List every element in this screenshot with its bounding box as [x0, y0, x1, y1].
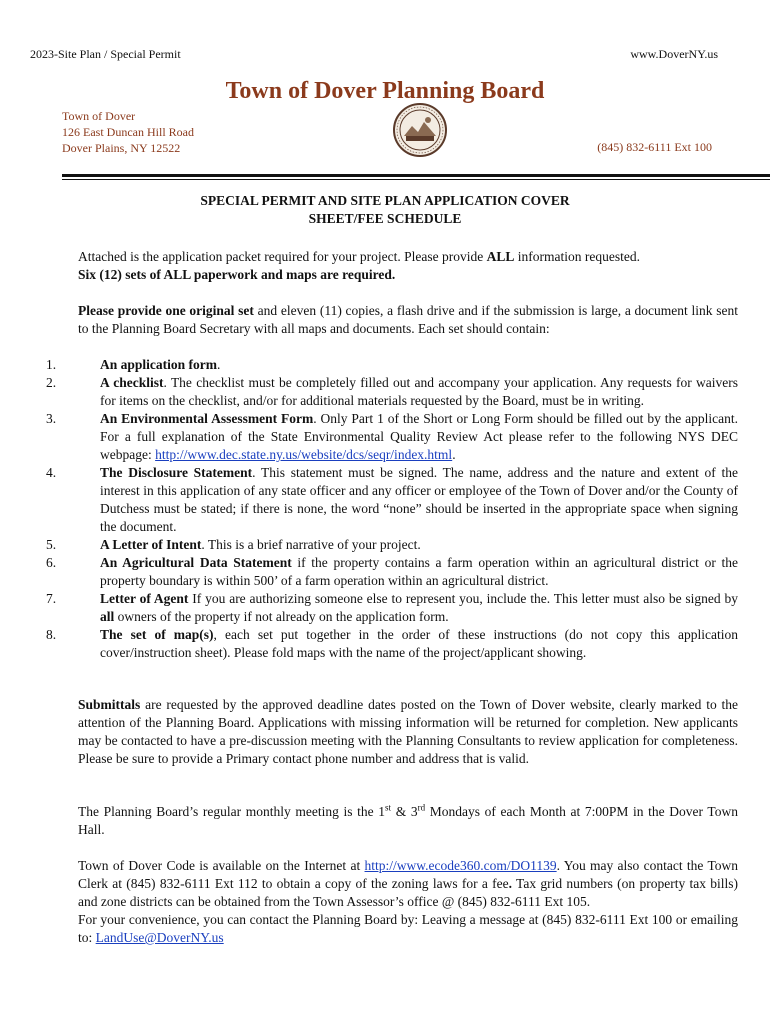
list-number: 4.	[46, 465, 57, 480]
heading-line: SHEET/FEE SCHEDULE	[308, 211, 462, 226]
meeting-superscript: st	[385, 802, 392, 813]
list-item	[46, 464, 738, 536]
list-item	[46, 536, 738, 554]
intro-requirement: Six (12) sets of ALL paperwork and maps are required.	[78, 267, 396, 282]
header-form-label: 2023-Site Plan / Special Permit	[30, 47, 181, 61]
meeting-text: The Planning Board’s regular monthly meeting is the 1	[78, 804, 386, 819]
list-number: 2.	[46, 375, 57, 390]
list-item	[46, 356, 738, 374]
list-item	[46, 590, 738, 626]
code-paragraph	[78, 857, 738, 947]
list-item-title: A Letter of Intent	[100, 537, 202, 552]
address-line: Town of Dover	[62, 109, 136, 123]
page-title: Town of Dover Planning Board	[225, 78, 545, 104]
code-text: Tax grid numbers (on property tax bills) and zone districts can be obtained from the Town Assessor’s office @ (845) 832-6111 Ext 105.	[78, 876, 738, 909]
list-number: 8.	[46, 627, 57, 642]
list-number: 1.	[46, 357, 57, 372]
list-item-title: The set of map(s)	[100, 627, 214, 642]
meeting-text: & 3	[391, 804, 418, 819]
list-item	[46, 554, 738, 590]
list-item-text: . Only Part 1 of the Short or Long Form should be filled out by the applicant. For a full explanation of the State Environmental Quality Review Act please refer to the following NYS DEC webpage:	[100, 411, 738, 462]
meeting-text: Mondays of each Month at 7:00PM in the Dover Town Hall.	[78, 804, 738, 837]
intro-text: information requested.	[514, 249, 640, 264]
list-number: 3.	[46, 411, 57, 426]
list-item	[46, 374, 738, 410]
list-item-text: if the property contains a farm operation within an agricultural district or the property boundary is within 500’ of a farm operation within an agricultural district.	[100, 555, 738, 588]
list-item-text: . This is a brief narrative of your project.	[201, 537, 421, 552]
code-text: . You may also contact the Town Clerk at (845) 832-6111 Ext 112 to obtain a copy of the zoning laws for a fee	[78, 858, 738, 891]
seqr-link[interactable]: http://www.dec.state.ny.us/website/dcs/seqr/index.html	[155, 447, 453, 462]
town-address	[62, 108, 194, 156]
email-link[interactable]: LandUse@DoverNY.us	[95, 930, 224, 945]
intro-text: Attached is the application packet required for your project. Please provide	[78, 249, 487, 264]
list-item-emphasis: all	[100, 609, 115, 624]
list-item-title: An Environmental Assessment Form	[100, 411, 314, 426]
list-number: 7.	[46, 591, 57, 606]
sets-paragraph	[78, 302, 738, 338]
address-line: 126 East Duncan Hill Road	[62, 125, 194, 139]
code-text: Town of Dover Code is available on the Internet at	[78, 858, 365, 873]
sets-text: and eleven (11) copies, a flash drive and if the submission is large, a document link sent to the Planning Board Secretary with all maps and documents. Each set should contain:	[78, 303, 738, 336]
list-number: 5.	[46, 537, 57, 552]
header-divider-thin	[62, 179, 770, 180]
list-number: 6.	[46, 555, 57, 570]
ecode-link[interactable]: http://www.ecode360.com/DO1139	[364, 858, 557, 873]
list-item	[46, 410, 738, 464]
list-item-title: An application form	[100, 357, 218, 372]
address-line: Dover Plains, NY 12522	[62, 141, 181, 155]
meeting-paragraph	[78, 803, 738, 839]
list-item-text: .	[217, 357, 221, 372]
list-item-title: An Agricultural Data Statement	[100, 555, 292, 570]
section-heading	[0, 192, 770, 228]
town-phone: (845) 832-6111 Ext 100	[597, 140, 712, 154]
list-item-title: The Disclosure Statement	[100, 465, 253, 480]
town-seal-icon	[392, 102, 448, 158]
intro-paragraph	[78, 248, 738, 284]
list-item-text: . This statement must be signed. The name, address and the nature and extent of the interest in this application of any state officer and any officer or employee of the Town of Dover and/or the County of Dutchess must be stated; if there is none, the word “none” should be inserted in the appropriate space when signing the document.	[100, 465, 738, 534]
list-item-text: .	[452, 447, 456, 462]
code-text: For your convenience, you can contact the Planning Board by: Leaving a message at (845) 832-6111 Ext 100 or emailing to:	[78, 912, 738, 945]
list-item-title: Letter of Agent	[100, 591, 189, 606]
intro-emphasis: ALL	[486, 249, 515, 264]
heading-line: SPECIAL PERMIT AND SITE PLAN APPLICATION COVER	[200, 193, 570, 208]
list-item-text: , each set put together in the order of these instructions (do not copy this application cover/instruction sheet). Please fold maps with the name of the project/applicant showing.	[100, 627, 738, 660]
meeting-superscript: rd	[417, 802, 426, 813]
submittals-text: are requested by the approved deadline dates posted on the Town of Dover website, clearly marked to the attention of the Planning Board. Applications with missing information will be returned for completion. New applicants may be contacted to have a pre-discussion meeting with the Planning Consultants to review application for completeness. Please be sure to provide a Primary contact phone number and address that is valid.	[78, 697, 738, 766]
code-emphasis: .	[508, 876, 513, 891]
list-item-text: owners of the property if not already on the application form.	[114, 609, 449, 624]
list-item-title: A checklist	[100, 375, 164, 390]
submittals-emphasis: Submittals	[78, 697, 141, 712]
requirements-list	[46, 356, 738, 662]
list-item-text: If you are authorizing someone else to represent you, include the. This letter must also be signed by	[188, 591, 738, 606]
list-item	[46, 626, 738, 662]
submittals-paragraph	[78, 696, 738, 768]
sets-emphasis: Please provide one original set	[78, 303, 254, 318]
header-website: www.DoverNY.us	[630, 47, 718, 61]
header-divider	[62, 174, 770, 177]
list-item-text: . The checklist must be completely filled out and accompany your application. Any requests for waivers for items on the checklist, and/or for additional materials requested by the Board, must be in writing.	[100, 375, 739, 408]
